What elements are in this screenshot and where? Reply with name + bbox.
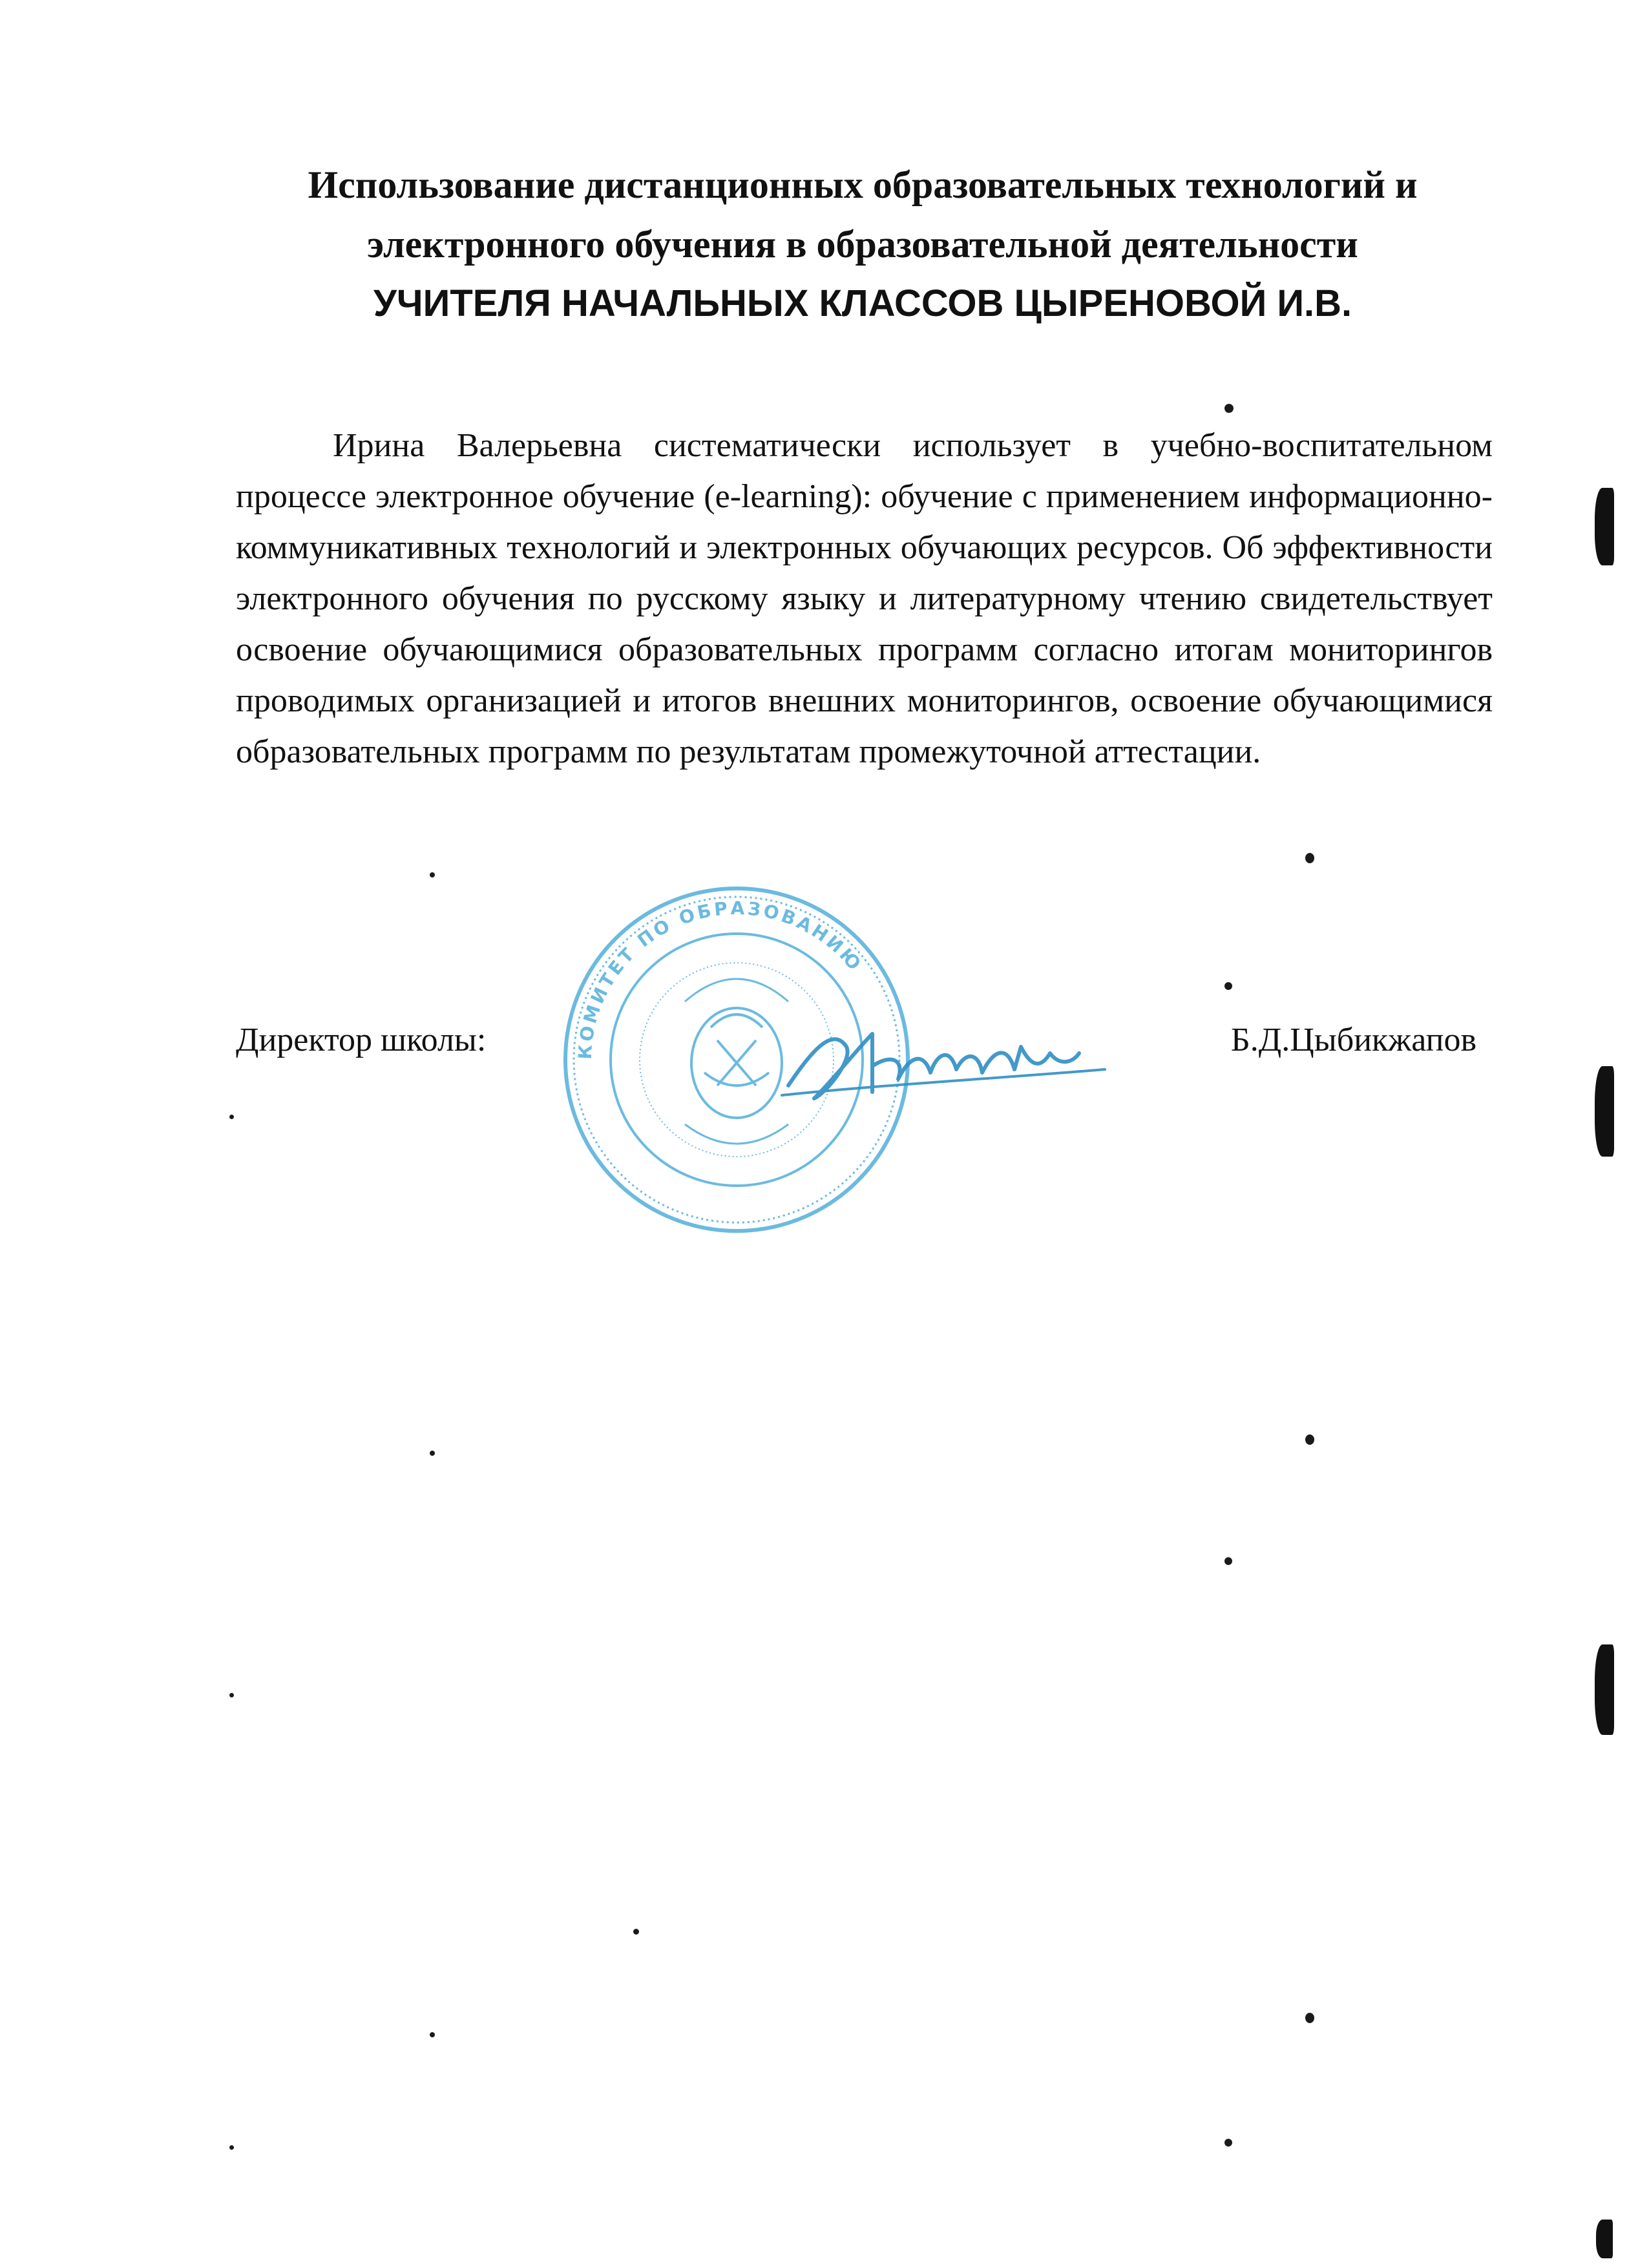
stamp-text: КОМИТЕТ ПО ОБРАЗОВАНИЮ bbox=[574, 897, 867, 1060]
title-line-3: УЧИТЕЛЯ НАЧАЛЬНЫХ КЛАССОВ ЦЫРЕНОВОЙ И.В. bbox=[373, 282, 1352, 324]
body-paragraph: Ирина Валерьевна систематически использует в учебно-воспитательном процессе электронное обучение (e-learning): обучение с применением информационно-коммуникативных технологий и электронных обучающих ресурсов. Об эффективности электронного обучения по русскому языку и литературному чтению свидетельствует освоение обучающимися образовательных программ согласно итогам мониторингов проводимых организацией и итогов внешних мониторингов, освоение обучающимися образовательных программ по результатам промежуточной аттестации. bbox=[236, 427, 1493, 770]
director-label: Директор школы: bbox=[236, 1022, 487, 1058]
title-line-1: Использование дистанционных образовательных технологий и bbox=[308, 163, 1418, 206]
document-title bbox=[220, 155, 1506, 333]
director-name: Б.Д.Цыбикжапов bbox=[1230, 1022, 1476, 1058]
title-line-2: электронного обучения в образовательной деятельности bbox=[367, 223, 1358, 266]
signature-row bbox=[236, 1021, 1476, 1079]
